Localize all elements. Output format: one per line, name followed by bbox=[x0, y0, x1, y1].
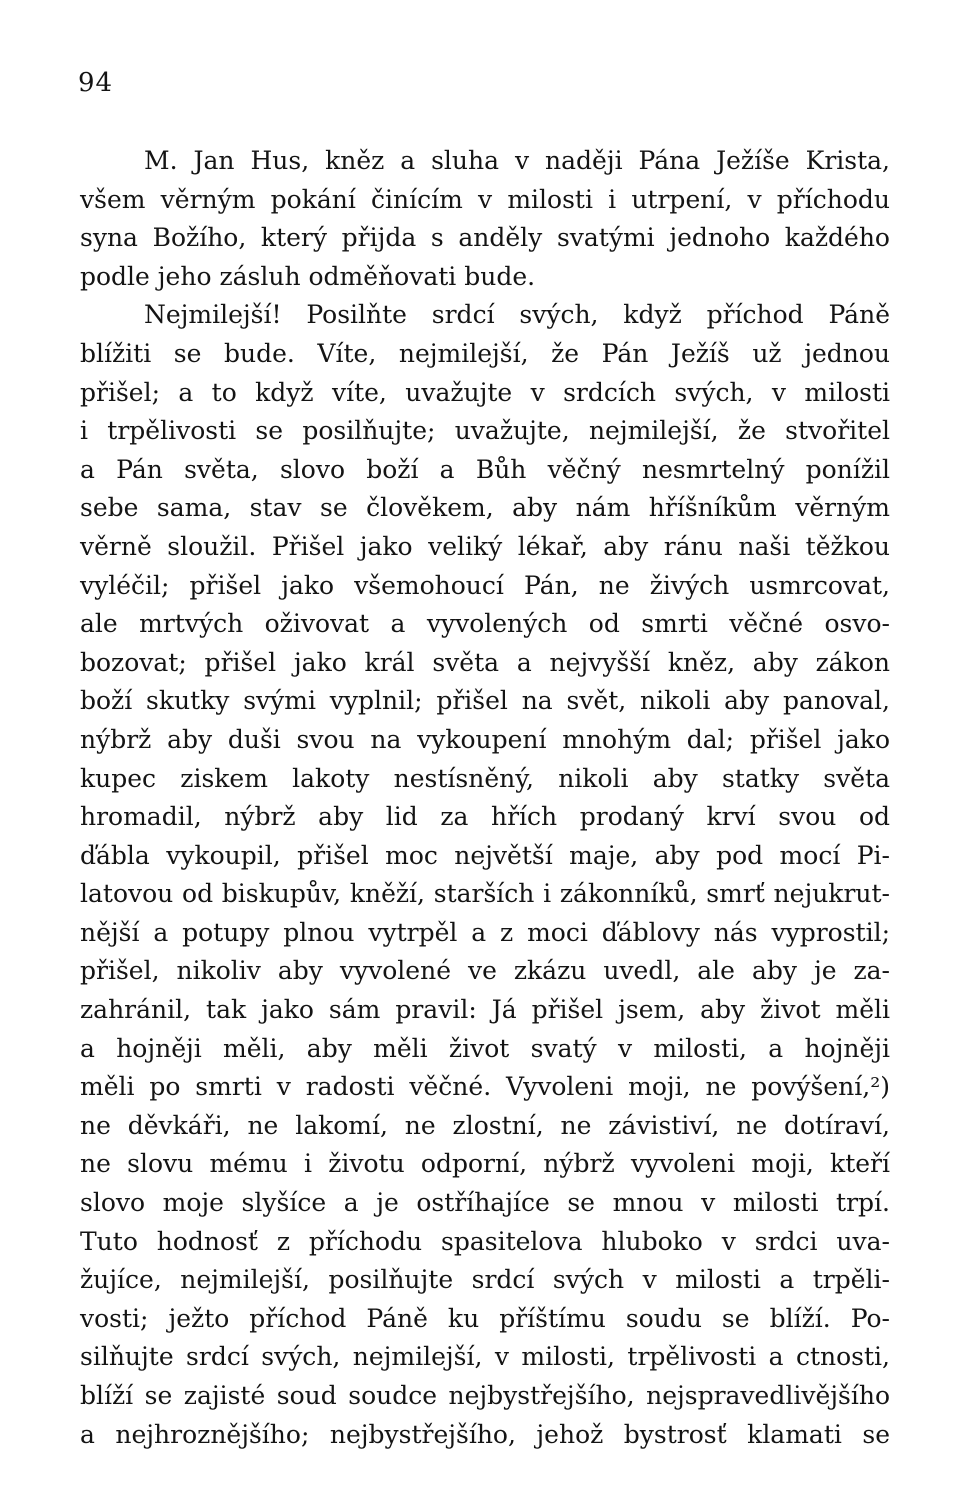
text-line: i trpělivosti se posilňujte; uvažujte, nejmilejší, že stvořitel bbox=[80, 416, 890, 446]
text-line: Nejmilejší! Posilňte srdcí svých, když příchod Páně bbox=[144, 300, 890, 330]
text-line: vyléčil; přišel jako všemohoucí Pán, ne živých usmrcovat, bbox=[80, 570, 890, 600]
text-line: zahránil, tak jako sám pravil: Já přišel jsem, aby život měli bbox=[80, 995, 890, 1025]
text-line: a hojněji měli, aby měli život svatý v milosti, a hojněji bbox=[80, 1033, 890, 1063]
text-line: hromadil, nýbrž aby lid za hřích prodaný krví svou od bbox=[80, 802, 890, 832]
text-line: M. Jan Hus, kněz a sluha v naději Pána Ježíše Krista, bbox=[144, 146, 890, 175]
text-line: ale mrtvých oživovat a vyvolených od smrti věčné osvo- bbox=[80, 609, 890, 639]
page-number: 94 bbox=[78, 68, 114, 98]
text-line: a nejhroznějšího; nejbystřejšího, jehož bystrosť klamati se bbox=[80, 1419, 890, 1449]
text-line: přišel; a to když víte, uvažujte v srdcích svých, v milosti bbox=[80, 377, 890, 407]
text-line: a Pán světa, slovo boží a Bůh věčný nesmrtelný ponížil bbox=[80, 454, 890, 484]
text-line: věrně sloužil. Přišel jako veliký lékař, aby ránu naši těžkou bbox=[80, 531, 890, 561]
text-line: nýbrž aby duši svou na vykoupení mnohým dal; přišel jako bbox=[80, 724, 890, 754]
text-line: Tuto hodnosť z příchodu spasitelova hluboko v srdci uva- bbox=[80, 1226, 890, 1256]
text-line: ne děvkáři, ne lakomí, ne zlostní, ne závistiví, ne dotíraví, bbox=[80, 1110, 890, 1140]
text-line: boží skutky svými vyplnil; přišel na svět, nikoli aby panoval, bbox=[80, 686, 890, 716]
text-line: kupec ziskem lakoty nestísněný, nikoli aby statky světa bbox=[80, 763, 890, 793]
text-line: bozovat; přišel jako král světa a nejvyšší kněz, aby zákon bbox=[80, 647, 890, 677]
text-line: silňujte srdcí svých, nejmilejší, v milosti, trpělivosti a ctnosti, bbox=[80, 1342, 890, 1372]
text-line: přišel, nikoliv aby vyvolené ve zkázu uvedl, ale aby je za- bbox=[80, 956, 890, 986]
text-line: vosti; ježto příchod Páně ku příštímu soudu se blíží. Po- bbox=[80, 1303, 890, 1333]
text-line: latovou od biskupův, kněží, starších i zákonníků, smrť nejukrut- bbox=[80, 879, 890, 909]
text-line: slovo moje slyšíce a je ostříhajíce se mnou v milosti trpí. bbox=[80, 1188, 890, 1218]
text-line: syna Božího, který přijda s anděly svatými jednoho každého bbox=[80, 223, 890, 253]
text-line: žujíce, nejmilejší, posilňujte srdcí svých v milosti a trpěli- bbox=[80, 1265, 890, 1295]
body-text bbox=[80, 142, 890, 1454]
text-line: podle jeho zásluh odměňovati bude. bbox=[80, 261, 536, 291]
text-line: všem věrným pokání činícím v milosti i utrpení, v příchodu bbox=[80, 184, 890, 214]
text-line: ne slovu mému i životu odporní, nýbrž vyvoleni moji, kteří bbox=[80, 1149, 890, 1179]
text-line: ďábla vykoupil, přišel moc největší maje, aby pod mocí Pi- bbox=[80, 840, 890, 870]
text-line: blíží se zajisté soud soudce nejbystřejšího, nejspravedlivějšího bbox=[80, 1381, 890, 1410]
text-line: sebe sama, stav se člověkem, aby nám hříšníkům věrným bbox=[80, 493, 890, 523]
text-line: nější a potupy plnou vytrpěl a z moci ďáblovy nás vyprostil; bbox=[80, 917, 890, 947]
text-line: měli po smrti v radosti věčné. Vyvoleni moji, ne povýšení,²) bbox=[80, 1072, 890, 1102]
text-line: blížiti se bude. Víte, nejmilejší, že Pán Ježíš už jednou bbox=[80, 338, 890, 368]
